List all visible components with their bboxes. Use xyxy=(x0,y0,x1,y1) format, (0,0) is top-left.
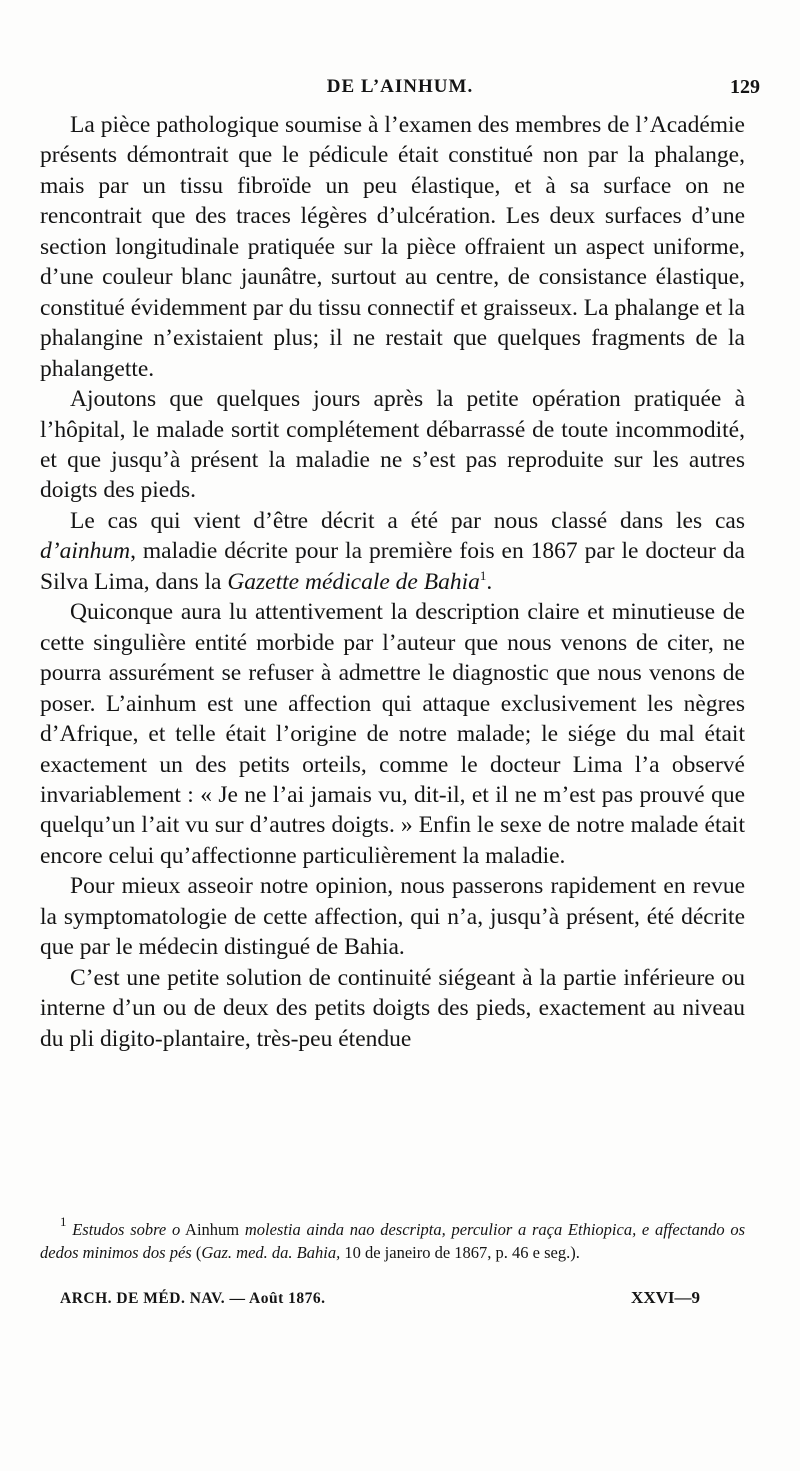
paragraph-description: C’est une petite solution de continuité siégeant à la partie inférieure ou interne d’un ou de deux des petits doigts des pieds, exactement au niveau du pli digito-plantaire, très-peu étendue xyxy=(40,964,745,1052)
italic-term: d’ainhum xyxy=(40,538,131,565)
footnote-italic: Estudos sobre o xyxy=(72,1220,181,1239)
paragraph-classification xyxy=(40,506,745,597)
signature-mark: XXVI—9 xyxy=(631,1288,700,1307)
paragraph-text: , maladie décrite pour la première fois en 1867 par le docteur da Silva Lima, dans la xyxy=(40,538,745,595)
footnote-marker: 1 xyxy=(60,1214,67,1229)
journal-reference: ARCH. DE MÉD. NAV. — Août 1876. xyxy=(60,1290,326,1307)
paragraph-text: Le cas qui vient d’être décrit a été par nous classé dans les cas xyxy=(70,507,745,534)
footnote-plain: 10 de janeiro de 1867, p. 46 e seg.). xyxy=(340,1243,580,1262)
footnote-reference: 1 xyxy=(479,567,487,583)
footnote xyxy=(40,1214,745,1264)
page-number: 129 xyxy=(730,76,760,98)
paragraph-opinion: Pour mieux asseoir notre opinion, nous passerons rapidement en revue la symptomatologie de cette affection, qui n’a, jusqu’à présent, été décrite que par le médecin distingué de Bahia. xyxy=(40,873,745,961)
paragraph-recovery: Ajoutons que quelques jours après la petite opération pratiquée à l’hôpital, le malade sortit complétement débarrassé de toute incommodité, et que jusqu’à présent la maladie ne s’est pas reproduite sur les autres doigts des pieds. xyxy=(40,386,745,504)
bottom-line xyxy=(60,1290,700,1312)
running-head xyxy=(40,76,760,102)
paragraph-pathology: La pièce pathologique soumise à l’examen des membres de l’Académie présents démontrait que le pédicule était constitué non par la phalange, mais par un tissu fibroïde un peu élastique, et à sa surface on ne rencontrait que des traces légères d’ulcération. Les deux surfaces d’une section longitudinale pratiquée sur la pièce offraient un aspect uniforme, d’une couleur blanc jaunâtre, surtout au centre, de consistance élastique, constitué évidemment par du tissu connectif et graisseux. La phalange et la phalangine n’existaient plus; il ne restait que quelques fragments de la phalangette. xyxy=(40,112,745,382)
body-text xyxy=(40,110,745,1054)
footnote-plain: Ainhum xyxy=(180,1220,245,1239)
footnote-plain: ( xyxy=(191,1243,202,1262)
running-title: DE L’AINHUM. xyxy=(326,76,474,97)
paragraph-text: . xyxy=(486,568,493,595)
paragraph-diagnosis: Quiconque aura lu attentivement la description claire et minutieuse de cette singulière entité morbide par l’auteur que nous venons de citer, ne pourra assurément se refuser à admettre le diagnostic que nous venons de poser. L’ainhum est une affection qui attaque exclusivement les nègres d’Afrique, et telle était l’origine de notre malade; le siége du mal était exactement un des petits orteils, comme le docteur Lima l’a observé invariablement : « Je ne l’ai jamais vu, dit-il, et il ne m’est pas prouvé que quelqu’un l’ait vu sur d’autres doigts. » Enfin le sexe de notre malade était encore celui qu’affectionne particulièrement la maladie. xyxy=(40,599,745,869)
footnote-italic: molestia ainda nao descripta, perculior a raça Ethiopica, e affectando os dedos minimos dos pés xyxy=(40,1220,745,1262)
footnote-text xyxy=(40,1214,745,1264)
journal-title: Gazette médicale de Bahia xyxy=(227,568,480,595)
footnote-italic: Gaz. med. da. Bahia, xyxy=(201,1243,341,1262)
